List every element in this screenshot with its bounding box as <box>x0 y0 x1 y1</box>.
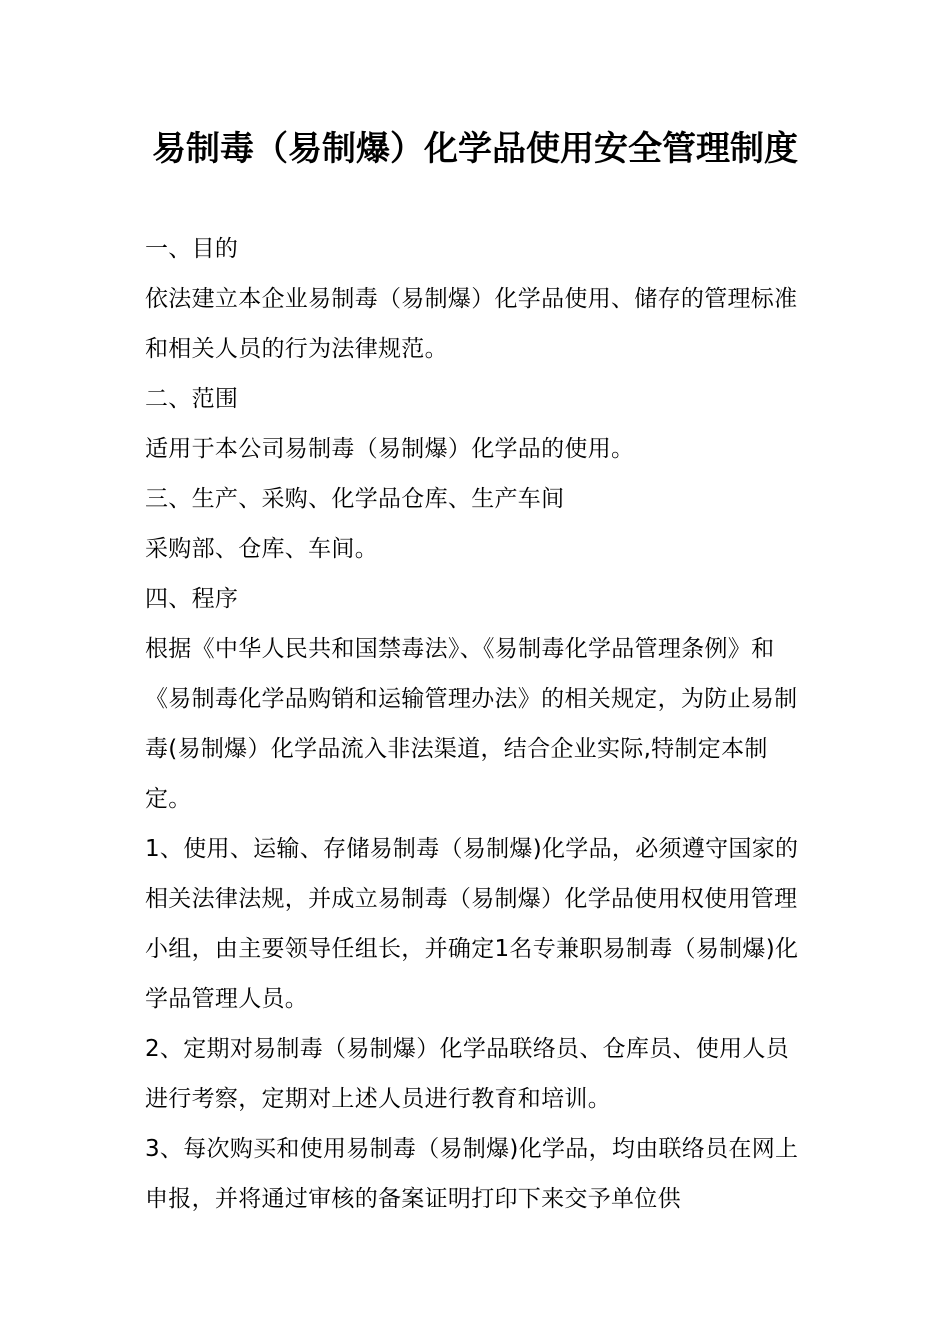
document-body <box>145 224 809 1224</box>
paragraph-purpose: 依法建立本企业易制毒（易制爆）化学品使用、储存的管理标准和相关人员的行为法律规范。 <box>145 286 798 362</box>
paragraph-scope: 适用于本公司易制毒（易制爆）化学品的使用。 <box>145 436 635 462</box>
section-heading-procedure: 四、程序 <box>145 586 239 612</box>
paragraph-item-2: 2、定期对易制毒（易制爆）化学品联络员、仓库员、使用人员进行考察，定期对上述人员进行教育和培训。 <box>145 1036 790 1112</box>
paragraph-item-3: 3、每次购买和使用易制毒（易制爆)化学品，均由联络员在网上申报，并将通过审核的备案证明打印下来交予单位供 <box>145 1136 799 1212</box>
paragraph-departments: 采购部、仓库、车间。 <box>145 536 378 562</box>
section-heading-departments: 三、生产、采购、化学品仓库、生产车间 <box>145 486 565 512</box>
section-heading-scope: 二、范围 <box>145 386 239 412</box>
paragraph-item-1: 1、使用、运输、存储易制毒（易制爆)化学品，必须遵守国家的相关法律法规，并成立易制毒（易制爆）化学品使用权使用管理小组，由主要领导任组长，并确定1名专兼职易制毒（易制爆)化学品管理人员。 <box>145 836 799 1012</box>
document-title: 易制毒（易制爆）化学品使用安全管理制度 <box>152 129 798 169</box>
section-heading-purpose: 一、目的 <box>145 236 239 262</box>
paragraph-procedure-intro: 根据《中华人民共和国禁毒法》、《易制毒化学品管理条例》和《易制毒化学品购销和运输管理办法》的相关规定，为防止易制毒(易制爆）化学品流入非法渠道，结合企业实际,特制定本制定。 <box>145 636 798 812</box>
